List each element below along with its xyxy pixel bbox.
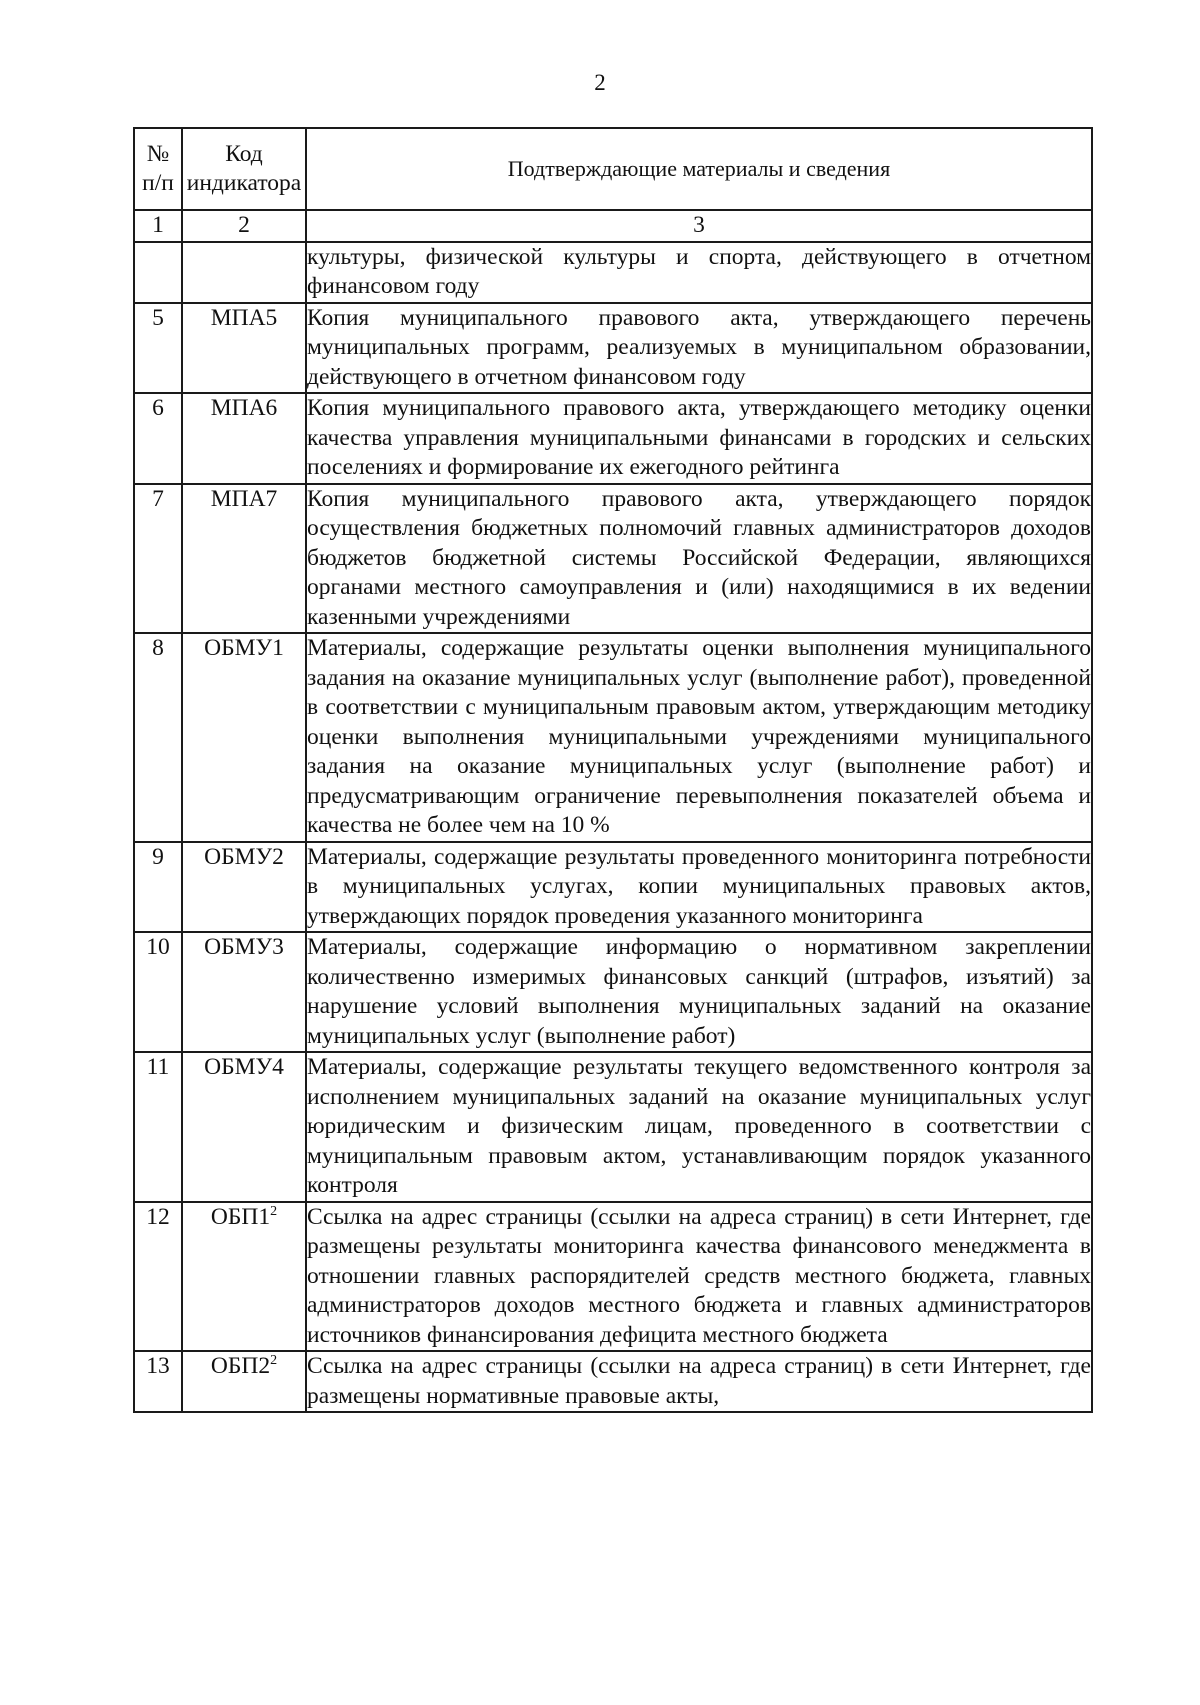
row-number: 12 [134, 1202, 182, 1352]
indicator-code [182, 242, 306, 303]
materials-text: Материалы, содержащие результаты текущего ведомственного контроля за исполнением муниципальных заданий на оказание муниципальных услуг юридическим и физическим лицам, проведенного в соответствии с муниципальным правовым актом, устанавливающим порядок указанного контроля [306, 1052, 1092, 1202]
table-row [134, 1052, 1092, 1202]
indicator-code-text: МПА6 [210, 395, 278, 421]
table-row [134, 484, 1092, 634]
indicator-code-text: ОБМУ4 [204, 1054, 284, 1080]
row-number: 6 [134, 393, 182, 484]
table-row [134, 242, 1092, 303]
row-number: 9 [134, 842, 182, 933]
materials-text: культуры, физической культуры и спорта, действующего в отчетном финансовом году [306, 242, 1092, 303]
row-number: 7 [134, 484, 182, 634]
indicator-code [182, 1202, 306, 1352]
table-row [134, 1351, 1092, 1412]
materials-text: Копия муниципального правового акта, утверждающего методику оценки качества управления муниципальными финансами в городских и сельских поселениях и формирование их ежегодного рейтинга [306, 393, 1092, 484]
column-number-3: 3 [306, 210, 1092, 242]
indicator-code-text: ОБМУ2 [204, 843, 284, 870]
indicator-code [182, 484, 306, 634]
header-materials-cell: Подтверждающие материалы и сведения [306, 128, 1092, 210]
column-number-1: 1 [134, 210, 182, 242]
table-header-row [134, 128, 1092, 210]
row-number: 13 [134, 1351, 182, 1412]
table-row [134, 393, 1092, 484]
indicator-code [182, 1351, 306, 1412]
indicator-code [182, 932, 306, 1052]
table-row [134, 1202, 1092, 1352]
row-number: 10 [134, 932, 182, 1052]
materials-text: Ссылка на адрес страницы (ссылки на адреса страниц) в сети Интернет, где размещены нормативные правовые акты, [306, 1351, 1092, 1412]
indicator-code-text: ОБП1 [210, 1203, 271, 1230]
table-row [134, 633, 1092, 842]
indicator-code [182, 633, 306, 842]
materials-text: Материалы, содержащие результаты оценки выполнения муниципального задания на оказание муниципальных услуг (выполнение работ), проведенной в соответствии с муниципальным правовым актом, утверждающим методику оценки выполнения муниципальными учреждениями муниципального задания на оказание муниципальных услуг (выполнение работ) и предусматривающим ограничение перевыполнения показателей объема и качества не более чем на 10 % [306, 633, 1092, 842]
indicator-code-text: ОБМУ1 [204, 635, 284, 661]
page-number: 2 [594, 70, 606, 95]
indicator-code [182, 303, 306, 394]
row-number [134, 242, 182, 303]
table-row [134, 303, 1092, 394]
materials-text: Материалы, содержащие результаты проведенного мониторинга потребности в муниципальных услугах, копии муниципальных правовых актов, утверждающих порядок проведения указанного мониторинга [306, 842, 1092, 933]
table-row [134, 932, 1092, 1052]
indicator-code-text: ОБМУ3 [204, 934, 284, 960]
header-number-cell: № п/п [134, 128, 182, 210]
indicator-code-footnote: 2 [270, 1203, 278, 1219]
row-number: 11 [134, 1052, 182, 1202]
indicator-code [182, 842, 306, 933]
row-number: 8 [134, 633, 182, 842]
materials-text: Ссылка на адрес страницы (ссылки на адреса страниц) в сети Интернет, где размещены результаты мониторинга качества финансового менеджмента в отношении главных распорядителей средств местного бюджета, главных администраторов доходов местного бюджета и главных администраторов источников финансирования дефицита местного бюджета [306, 1202, 1092, 1352]
indicator-code [182, 1052, 306, 1202]
indicator-materials-table [133, 127, 1093, 1413]
materials-text: Копия муниципального правового акта, утверждающего перечень муниципальных программ, реализуемых в муниципальном образовании, действующего в отчетном финансовом году [306, 303, 1092, 394]
indicator-code-text: МПА5 [210, 304, 278, 331]
column-number-2: 2 [182, 210, 306, 242]
header-code-cell: Код индикатора [182, 128, 306, 210]
table-row [134, 842, 1092, 933]
indicator-code-footnote: 2 [270, 1353, 278, 1369]
indicator-code-text: МПА7 [210, 485, 278, 512]
materials-text: Материалы, содержащие информацию о нормативном закреплении количественно измеримых финансовых санкций (штрафов, изъятий) за нарушение условий выполнения муниципальных заданий на оказание муниципальных услуг (выполнение работ) [306, 932, 1092, 1052]
indicator-code [182, 393, 306, 484]
indicator-code-text: ОБП2 [210, 1353, 271, 1379]
column-number-row [134, 210, 1092, 242]
row-number: 5 [134, 303, 182, 394]
materials-text: Копия муниципального правового акта, утверждающего порядок осуществления бюджетных полномочий главных администраторов доходов бюджетов бюджетной системы Российской Федерации, являющихся органами местного самоуправления и (или) находящимися в их ведении казенными учреждениями [306, 484, 1092, 634]
